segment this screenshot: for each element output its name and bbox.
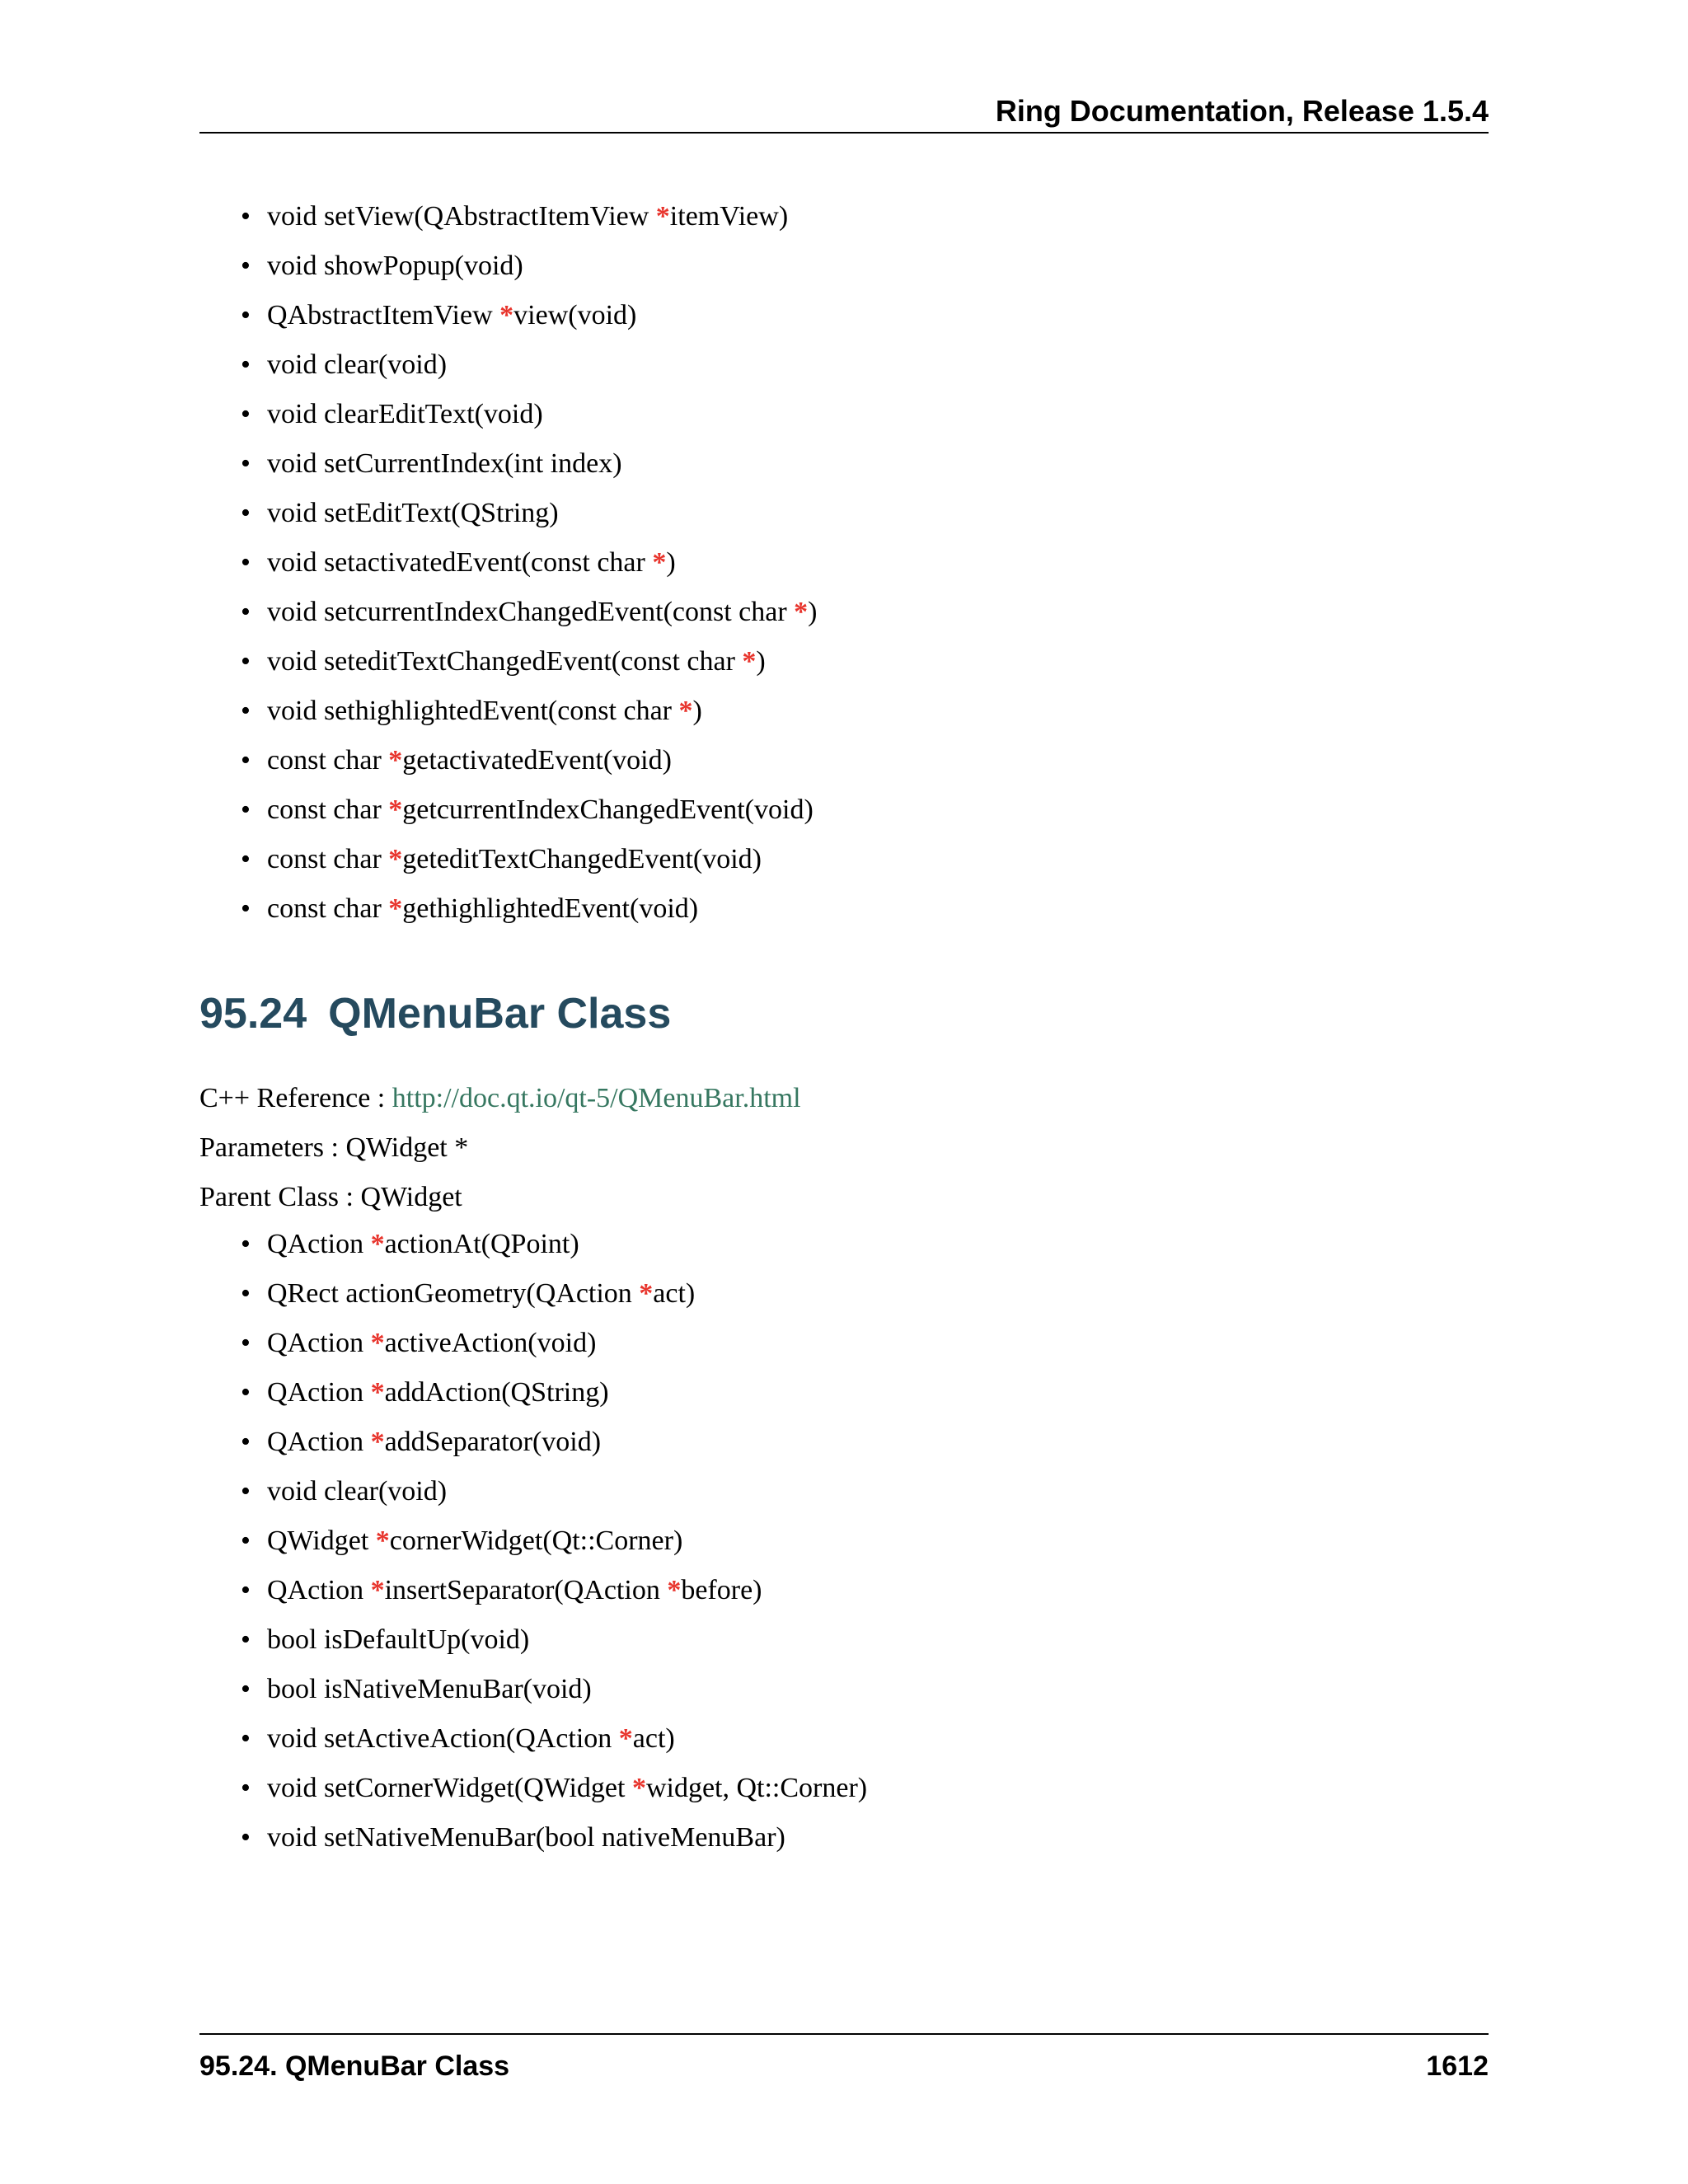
list-item: • void setcurrentIndexChangedEvent(const char *) [241,588,818,637]
running-header: Ring Documentation, Release 1.5.4 [199,91,1489,134]
section-title-text: QMenuBar Class [328,990,672,1038]
list-item: • void showPopup(void) [241,241,818,291]
list-item: • QAbstractItemView *view(void) [241,291,818,340]
cpp-reference-link[interactable]: http://doc.qt.io/qt-5/QMenuBar.html [392,1083,801,1113]
list-item: • void setEditText(QString) [241,489,818,538]
list-item: • void clearEditText(void) [241,390,818,439]
list-item: • const char *gethighlightedEvent(void) [241,884,818,934]
list-item: • const char *getcurrentIndexChangedEvent(void) [241,785,818,835]
method-list-qcombobox [241,192,818,934]
list-item: • void setView(QAbstractItemView *itemView) [241,192,818,241]
list-item: • void setCurrentIndex(int index) [241,439,818,489]
footer-section-title: 95.24. QMenuBar Class [199,2050,510,2082]
list-item: • void setactivatedEvent(const char *) [241,538,818,588]
list-item: • const char *geteditTextChangedEvent(void) [241,835,818,884]
list-item: • void clear(void) [241,340,818,390]
list-item: • QAction *addAction(QString) [241,1368,867,1418]
list-item: • bool isNativeMenuBar(void) [241,1665,867,1714]
list-item: • QAction *activeAction(void) [241,1319,867,1368]
list-item: • void setActiveAction(QAction *act) [241,1714,867,1764]
list-item: • bool isDefaultUp(void) [241,1615,867,1665]
list-item: • QAction *addSeparator(void) [241,1418,867,1467]
list-item: • QWidget *cornerWidget(Qt::Corner) [241,1516,867,1566]
list-item: • void setNativeMenuBar(bool nativeMenuBar) [241,1813,867,1863]
method-list-qmenubar [241,1220,867,1863]
parent-class-line: Parent Class : QWidget [199,1182,462,1212]
running-footer [199,2033,1489,2084]
list-item: • void setCornerWidget(QWidget *widget, Qt::Corner) [241,1764,867,1813]
list-item: • QAction *actionAt(QPoint) [241,1220,867,1269]
list-item: • void clear(void) [241,1467,867,1516]
parameters-line: Parameters : QWidget * [199,1132,469,1163]
cpp-reference-line: C++ Reference : http://doc.qt.io/qt-5/QMenuBar.html [199,1083,801,1113]
list-item: • void seteditTextChangedEvent(const char *) [241,637,818,687]
list-item: • void sethighlightedEvent(const char *) [241,687,818,736]
list-item: • QAction *insertSeparator(QAction *before) [241,1566,867,1615]
list-item: • const char *getactivatedEvent(void) [241,736,818,785]
list-item: • QRect actionGeometry(QAction *act) [241,1269,867,1319]
section-heading [199,985,671,1043]
section-number: 95.24 [199,990,307,1038]
page-number: 1612 [1426,2050,1489,2082]
